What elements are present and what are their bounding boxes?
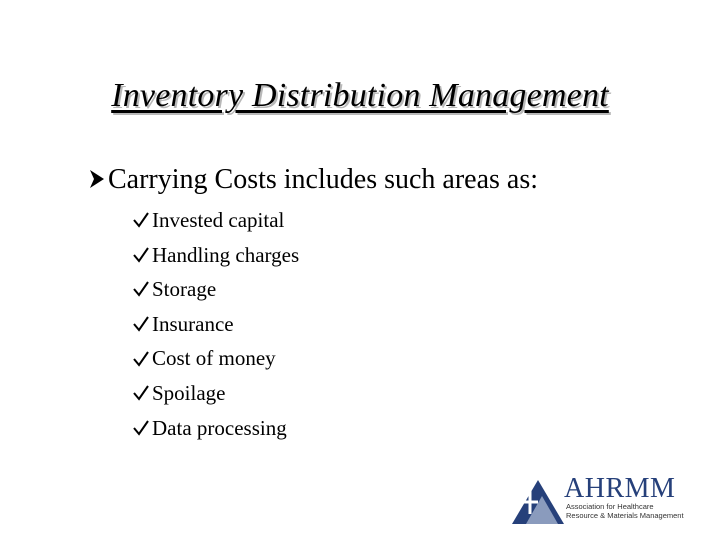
checkmark-icon xyxy=(132,419,150,437)
logo-name: AHRMM xyxy=(564,473,676,504)
checkmark-icon xyxy=(132,280,150,298)
list-item: Cost of money xyxy=(132,341,299,376)
arrow-bullet-icon xyxy=(88,168,106,190)
list-item: Handling charges xyxy=(132,238,299,273)
list-item: Data processing xyxy=(132,411,299,446)
checkmark-icon xyxy=(132,315,150,333)
slide-title: Inventory Distribution Management xyxy=(111,77,609,114)
checkmark-icon xyxy=(132,350,150,368)
main-bullet-text: Carrying Costs includes such areas as: xyxy=(108,164,539,195)
checkmark-icon xyxy=(132,211,150,229)
checkmark-icon xyxy=(132,384,150,402)
list-item: Spoilage xyxy=(132,376,299,411)
checkmark-icon xyxy=(132,246,150,264)
list-item: Storage xyxy=(132,272,299,307)
list-item: Insurance xyxy=(132,307,299,342)
main-bullet xyxy=(88,163,538,197)
list-item: Invested capital xyxy=(132,203,299,238)
carrying-cost-list xyxy=(132,203,299,445)
logo-subtitle: Association for Healthcare Resource & Materials Management xyxy=(566,502,684,520)
